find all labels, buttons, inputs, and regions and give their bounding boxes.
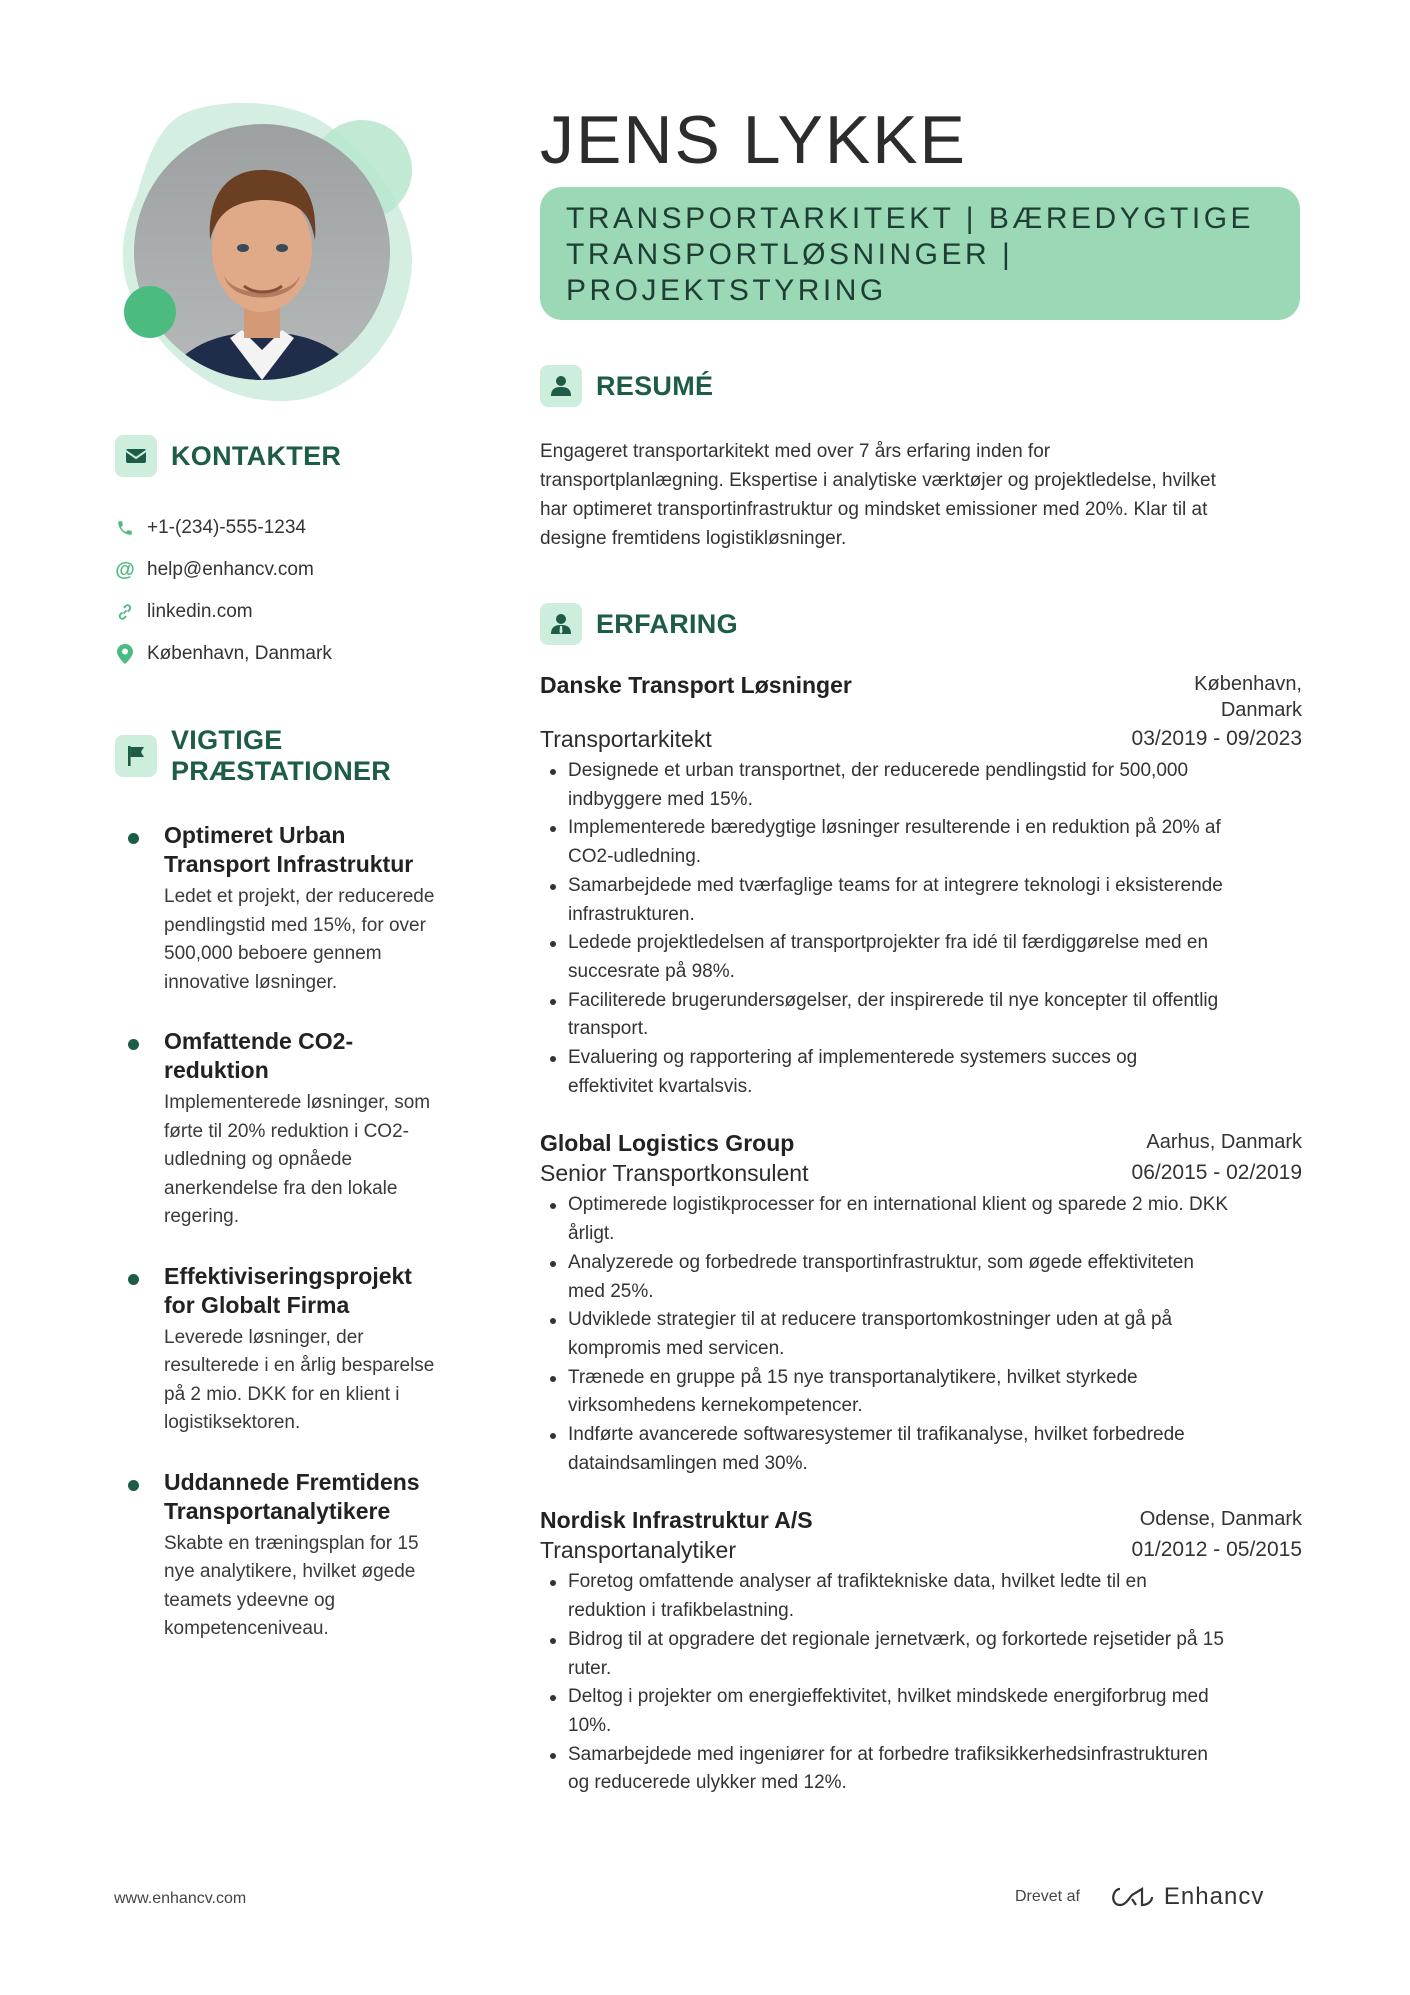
contact-list: [115, 507, 475, 675]
summary-text: Engageret transportarkitekt med over 7 års erfaring inden for transportplanlægning. Ekspertise i analytiske værktøjer og projektledelse, hvilket har optimeret transportinfrastruktur og mindsket emissioner med 20%. Klar til at designe fremtidens logistikløsninger.: [540, 441, 1216, 549]
list-item: Faciliterede brugerundersøgelser, der inspirerede til nye koncepter til offentlig transport.: [568, 987, 1302, 1044]
list-item: Trænede en gruppe på 15 nye transportanalytikere, hvilket styrkede virksomhedens kernekompetencer.: [568, 1364, 1302, 1421]
achievement-title: Omfattende CO2- reduktion: [164, 1028, 354, 1083]
summary-title: RESUMÉ: [596, 370, 714, 401]
job-dates: 01/2012 - 05/2015: [1131, 1538, 1302, 1562]
list-item: Evaluering og rapportering af implementerede systemers succes og effektivitet kvartalsvis.: [568, 1044, 1302, 1101]
summary-header: [540, 365, 1302, 407]
list-item: Optimerede logistikprocesser for en international klient og sparede 2 mio. DKK årligt.: [568, 1191, 1302, 1248]
powered-by-label: Drevet af: [1015, 1888, 1080, 1905]
job-location: Odense, Danmark: [1139, 1508, 1302, 1531]
right-column: [540, 365, 1302, 1798]
bullet-dot: [128, 1274, 139, 1285]
list-item: Analyzerede og forbedrede transportinfrastruktur, som øgede effektiviteten med 25%.: [568, 1249, 1302, 1306]
job-location: København, Danmark: [1194, 673, 1302, 721]
achievements-header: [115, 725, 475, 787]
achievement-item: [115, 821, 475, 997]
job-role: Senior Transportkonsulent: [540, 1160, 809, 1187]
list-item: Bidrog til at opgradere det regionale jernetværk, og forkortede rejsetider på 15 ruter.: [568, 1626, 1302, 1683]
candidate-name: JENS LYKKE: [540, 102, 967, 178]
at-icon: @: [115, 558, 135, 581]
contacts-title: KONTAKTER: [171, 440, 342, 471]
bullet-dot: [128, 1039, 139, 1050]
list-item: Deltog i projekter om energieffektivitet, hvilket mindskede energiforbrug med 10%.: [568, 1683, 1302, 1740]
achievement-desc: Ledet et projekt, der reducerede pendlingstid med 15%, for over 500,000 beboere gennem innovative løsninger.: [164, 886, 435, 993]
job-location: Aarhus, Danmark: [1146, 1131, 1302, 1154]
brand-logo[interactable]: [1108, 1883, 1264, 1911]
job-bullets: [540, 757, 1302, 1101]
job-entry: [540, 671, 1302, 1101]
company-name: Global Logistics Group: [540, 1130, 795, 1157]
contact-email[interactable]: [115, 549, 475, 591]
footer-website[interactable]: www.enhancv.com: [114, 1890, 247, 1907]
achievements-title: VIGTIGE PRÆSTATIONER: [171, 725, 392, 786]
achievement-desc: Skabte en træningsplan for 15 nye analytikere, hvilket øgede teamets ydeevne og kompetenceniveau.: [164, 1532, 419, 1639]
list-item: Designede et urban transportnet, der reducerede pendlingstid for 500,000 indbyggere med 15%.: [568, 757, 1302, 814]
experience-title: ERFARING: [596, 608, 738, 639]
left-column: [115, 435, 475, 1674]
achievement-desc: Leverede løsninger, der resulterede i en årlig besparelse på 2 mio. DKK for en klient i logistiksektoren.: [164, 1326, 435, 1433]
brand-name: Enhancv: [1163, 1883, 1265, 1910]
job-bullets: [540, 1191, 1302, 1478]
flag-icon: [115, 735, 157, 777]
company-name: Nordisk Infrastruktur A/S: [540, 1507, 813, 1534]
achievement-title: Optimeret Urban Transport Infrastruktur: [164, 822, 414, 877]
achievements-list: [115, 821, 475, 1644]
location-pin-icon: [115, 644, 135, 664]
job-dates: 03/2019 - 09/2023: [1131, 727, 1302, 750]
email-text: help@enhancv.com: [147, 559, 314, 580]
contacts-header: [115, 435, 475, 477]
list-item: Foretog omfattende analyser af trafiktekniske data, hvilket ledte til en reduktion i trafikbelastning.: [568, 1568, 1302, 1625]
list-item: Indførte avancerede softwaresystemer til trafikanalyse, hvilket forbedrede dataindsamlingen med 30%.: [568, 1421, 1302, 1478]
phone-icon: [115, 519, 135, 537]
phone-text: +1-(234)-555-1234: [147, 517, 306, 538]
achievement-item: [115, 1027, 475, 1232]
achievement-item: [115, 1468, 475, 1644]
list-item: Samarbejdede med ingeniører for at forbedre trafiksikkerhedsinfrastrukturen og reducerede ulykker med 12%.: [568, 1741, 1302, 1798]
contact-location: [115, 633, 475, 675]
job-role: Transportanalytiker: [540, 1537, 737, 1564]
list-item: Implementerede bæredygtige løsninger resulterende i en reduktion på 20% af CO2-udledning.: [568, 814, 1302, 871]
list-item: Udviklede strategier til at reducere transportomkostninger uden at gå på kompromis med servicen.: [568, 1306, 1302, 1363]
infinity-logo-icon: [1108, 1885, 1154, 1909]
location-text: København, Danmark: [147, 643, 332, 664]
job-dates: 06/2015 - 02/2019: [1131, 1161, 1302, 1185]
achievement-title: Effektiviseringsprojekt for Globalt Firma: [164, 1262, 412, 1318]
envelope-icon: [115, 435, 157, 477]
job-role: Transportarkitekt: [540, 726, 712, 752]
achievement-item: [115, 1262, 475, 1438]
headline-banner: TRANSPORTARKITEKT | BÆREDYGTIGE TRANSPORTLØSNINGER | PROJEKTSTYRING: [540, 187, 1300, 320]
company-name: Danske Transport Løsninger: [540, 672, 852, 698]
briefcase-user-icon: [540, 603, 582, 645]
achievement-desc: Implementerede løsninger, som førte til 20% reduktion i CO2- udledning og opnåede anerkendelse fra den lokale regering.: [164, 1092, 431, 1227]
job-entry: [540, 1506, 1302, 1798]
list-item: Ledede projektledelsen af transportprojekter fra idé til færdiggørelse med en succesrate på 98%.: [568, 929, 1302, 986]
experience-header: [540, 603, 1302, 645]
user-icon: [540, 365, 582, 407]
photo-decoration: [112, 100, 432, 410]
contact-phone[interactable]: [115, 507, 475, 549]
bullet-dot: [128, 1480, 139, 1491]
bullet-dot: [128, 833, 139, 844]
profile-photo-area: [112, 100, 432, 410]
contact-link[interactable]: [115, 591, 475, 633]
job-entry: [540, 1129, 1302, 1478]
link-icon: [115, 603, 135, 621]
achievement-title: Uddannede Fremtidens Transportanalytikere: [164, 1468, 420, 1524]
list-item: Samarbejdede med tværfaglige teams for at integrere teknologi i eksisterende infrastrukturen.: [568, 872, 1302, 929]
footer-branding: [1015, 1883, 1264, 1911]
link-text: linkedin.com: [147, 601, 253, 622]
job-bullets: [540, 1568, 1302, 1798]
